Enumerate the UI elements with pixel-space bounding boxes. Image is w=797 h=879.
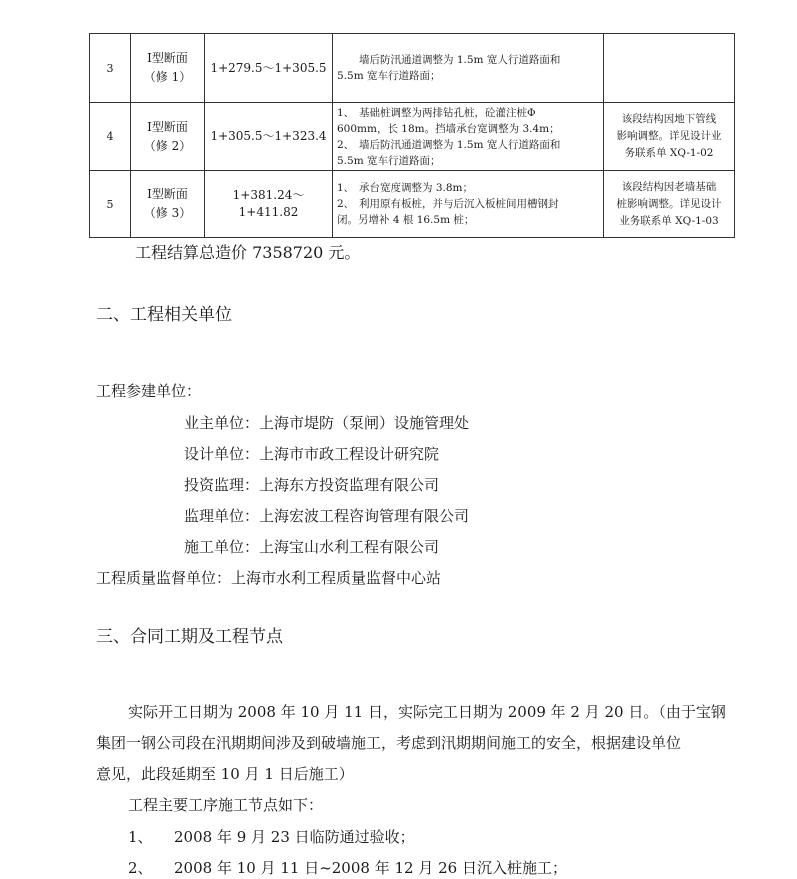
description-line bbox=[337, 212, 599, 228]
chainage-line: 1+381.24～ bbox=[232, 188, 305, 202]
item-number: 1、 bbox=[337, 182, 355, 194]
item-text-continued: 闭。另增补 4 根 16.5m 桩； bbox=[337, 214, 475, 226]
row-number: 5 bbox=[90, 171, 131, 238]
section-type-line: Ⅰ型断面 bbox=[147, 119, 188, 134]
adjustment-description bbox=[333, 103, 604, 171]
description-line bbox=[337, 121, 599, 137]
chainage-range bbox=[205, 171, 333, 238]
node-text: 2008 年 9 月 23 日临防通过验收； bbox=[174, 828, 415, 846]
remark-line: 业务联系单 XQ-1-03 bbox=[619, 214, 719, 227]
section-type bbox=[131, 171, 205, 238]
description-line bbox=[337, 153, 599, 169]
item-text: 基础桩调整为两排钻孔桩，砼灌注桩Φ bbox=[359, 106, 536, 119]
item-text-continued: 600mm，长 18m。挡墙承台宽调整为 3.4m； bbox=[337, 122, 560, 135]
description-line bbox=[337, 180, 599, 196]
item-number: 1、 bbox=[337, 106, 355, 119]
item-number: 2、 bbox=[337, 198, 355, 210]
adjustment-description bbox=[333, 171, 604, 238]
unit-construction: 施工单位：上海宝山水利工程有限公司 bbox=[184, 538, 440, 556]
chainage-line: 1+279.5～1+305.5 bbox=[210, 60, 327, 75]
chainage-line: 1+305.5～1+323.4 bbox=[210, 129, 327, 143]
item-number: 2、 bbox=[337, 138, 355, 151]
item-text: 承台宽度调整为 3.8m； bbox=[359, 182, 473, 194]
description-line bbox=[337, 137, 599, 153]
section-type-line: （修 1） bbox=[143, 70, 192, 84]
item-text-continued: 5.5m 宽车行道路面； bbox=[337, 154, 441, 167]
chainage-line: 1+411.82 bbox=[238, 205, 299, 219]
table-row bbox=[90, 103, 735, 171]
remark bbox=[604, 34, 735, 103]
section-heading-units: 二、工程相关单位 bbox=[96, 305, 232, 325]
section-type-line: Ⅰ型断面 bbox=[147, 51, 188, 65]
participants-label: 工程参建单位： bbox=[96, 382, 202, 400]
item-text: 墙后防汛通道调整为 1.5m 宽人行道路面和 bbox=[359, 138, 561, 151]
section-type-line: （修 3） bbox=[143, 206, 192, 220]
chainage-range bbox=[205, 103, 333, 171]
schedule-line: 集团一钢公司段在汛期期间涉及到破墙施工，考虑到汛期期间施工的安全，根据建设单位 bbox=[96, 734, 682, 752]
unit-owner: 业主单位：上海市堤防（泵闸）设施管理处 bbox=[184, 414, 470, 432]
node-number: 1、 bbox=[128, 828, 153, 846]
remark bbox=[604, 171, 735, 238]
table-row bbox=[90, 171, 735, 238]
chainage-range bbox=[205, 34, 333, 103]
unit-investment-supervision: 投资监理：上海东方投资监理有限公司 bbox=[184, 476, 440, 494]
schedule-line: 实际开工日期为 2008 年 10 月 11 日，实际完工日期为 2009 年 2 月 20 日。（由于宝钢 bbox=[128, 703, 726, 721]
remark-line: 该段结构因老墙基础 bbox=[621, 180, 717, 193]
schedule-paragraph bbox=[96, 697, 726, 790]
section-type-line: Ⅰ型断面 bbox=[147, 187, 188, 201]
unit-supervision: 监理单位：上海宏波工程咨询管理有限公司 bbox=[184, 507, 470, 525]
row-number: 3 bbox=[90, 34, 131, 103]
item-text-continued: 5.5m 宽车行道路面； bbox=[337, 70, 441, 82]
section-heading-schedule: 三、合同工期及工程节点 bbox=[96, 627, 283, 647]
remark-line: 务联系单 XQ-1-02 bbox=[624, 147, 714, 159]
section-type-line: （修 2） bbox=[143, 138, 192, 153]
remark-line: 该段结构因地下管线 bbox=[621, 113, 717, 125]
unit-design: 设计单位：上海市市政工程设计研究院 bbox=[184, 445, 440, 463]
section-type bbox=[131, 34, 205, 103]
description-line bbox=[337, 68, 599, 84]
node-number: 2、 bbox=[128, 859, 153, 877]
nodes-intro: 工程主要工序施工节点如下： bbox=[128, 796, 324, 814]
quality-supervision-unit: 工程质量监督单位：上海市水利工程质量监督中心站 bbox=[96, 569, 442, 587]
remark-line: 桩影响调整。详见设计 bbox=[616, 197, 722, 210]
item-text: 墙后防汛通道调整为 1.5m 宽人行道路面和 bbox=[359, 54, 561, 66]
node-text: 2008 年 10 月 11 日~2008 年 12 月 26 日沉入桩施工； bbox=[174, 859, 567, 877]
remark bbox=[604, 103, 735, 171]
adjustment-description bbox=[333, 34, 604, 103]
section-type bbox=[131, 103, 205, 171]
item-text: 利用原有板桩，并与后沉入板桩间用槽钢封 bbox=[359, 198, 559, 210]
description-line bbox=[337, 52, 599, 68]
row-number: 4 bbox=[90, 103, 131, 171]
schedule-line: 意见，此段延期至 10 月 1 日后施工） bbox=[96, 765, 354, 783]
table-row bbox=[90, 34, 735, 103]
description-line bbox=[337, 105, 599, 121]
total-cost: 工程结算总造价 7358720 元。 bbox=[135, 243, 361, 262]
remark-line: 影响调整。详见设计业 bbox=[616, 130, 722, 142]
modification-table bbox=[89, 33, 735, 238]
description-line bbox=[337, 196, 599, 212]
